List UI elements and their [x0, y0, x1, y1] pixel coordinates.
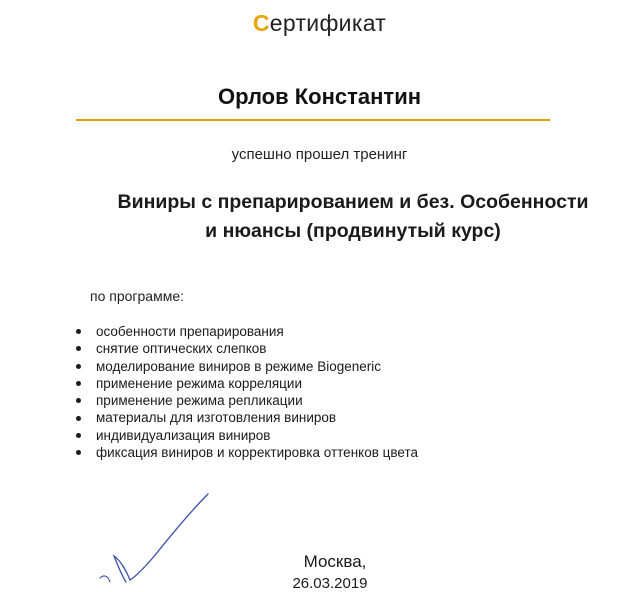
issue-city: Москва, — [303, 552, 367, 571]
passed-text: успешно прошел тренинг — [231, 146, 408, 163]
program-item-text: моделирование виниров в режиме Biogeneric — [96, 358, 381, 374]
bullet-icon — [76, 364, 81, 369]
program-item-text: материалы для изготовления виниров — [96, 410, 337, 426]
bullet-icon — [76, 450, 81, 455]
divider-line — [76, 119, 550, 121]
bullet-icon — [76, 381, 81, 386]
bullet-icon — [76, 346, 81, 351]
program-item-text: фиксация виниров и корректировка оттенков цвета — [96, 445, 418, 461]
issue-date: 26.03.2019 — [292, 575, 368, 592]
course-title-line-2: и нюансы (продвинутый курс) — [205, 220, 501, 242]
title-first-letter: С — [252, 10, 270, 36]
certificate-title — [0, 10, 639, 37]
program-item — [76, 409, 418, 426]
bullet-icon — [76, 416, 81, 421]
bullet-icon — [76, 433, 81, 438]
recipient-name: Орлов Константин — [217, 84, 422, 109]
program-item-text: применение режима репликации — [96, 393, 303, 409]
program-item — [76, 340, 418, 357]
program-item — [76, 427, 418, 444]
program-item-text: особенности препарирования — [96, 324, 284, 339]
program-item — [76, 392, 418, 409]
program-item — [76, 358, 418, 375]
bullet-icon — [76, 398, 81, 403]
bullet-icon — [76, 329, 81, 334]
program-item-text: снятие оптических слепков — [96, 341, 267, 357]
program-list — [76, 323, 418, 461]
program-item-text: применение режима корреляции — [96, 375, 302, 391]
course-title — [88, 188, 618, 246]
title-rest: ертификат — [269, 10, 387, 36]
program-item-text: индивидуализация виниров — [96, 427, 271, 443]
program-label: по программе: — [90, 288, 185, 304]
program-item — [76, 323, 418, 340]
program-item — [76, 375, 418, 392]
program-item — [76, 444, 418, 461]
course-title-line-1: Виниры с препарированием и без. Особенности — [117, 191, 589, 213]
